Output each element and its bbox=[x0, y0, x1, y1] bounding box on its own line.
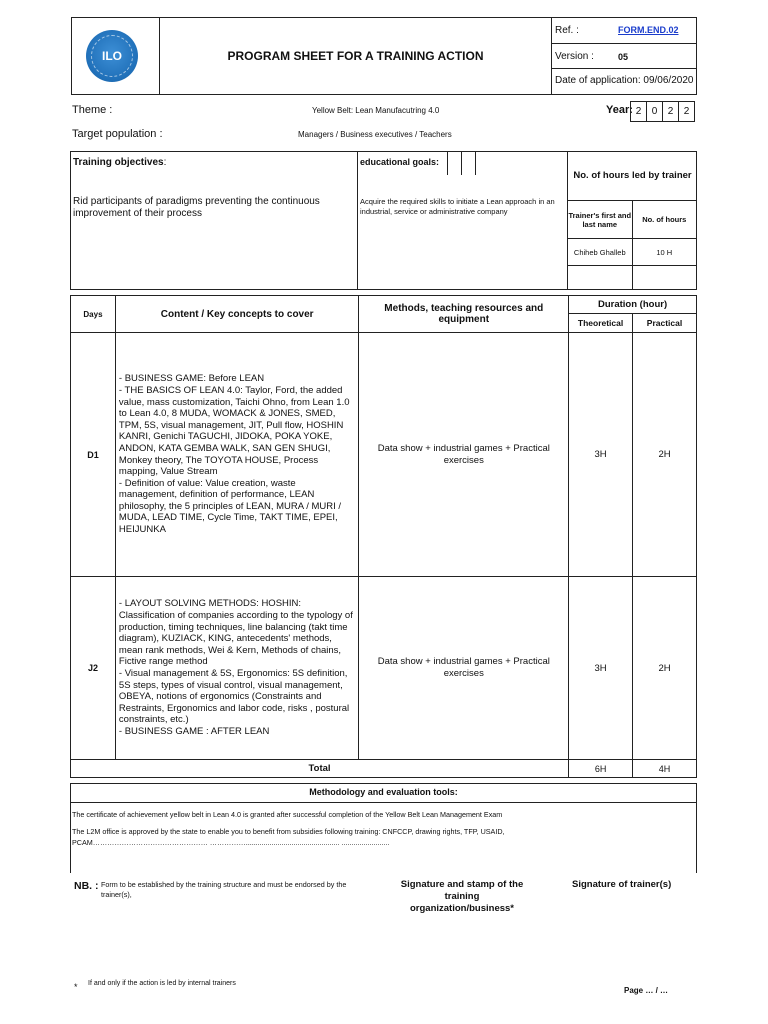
table-row bbox=[71, 577, 697, 760]
days-header: Days bbox=[71, 296, 116, 333]
methods-cell: Data show + industrial games + Practical exercises bbox=[359, 577, 569, 760]
educational-goals-tick-2 bbox=[461, 151, 462, 175]
date-of-application: Date of application: 09/06/2020 bbox=[555, 75, 694, 86]
table-row bbox=[71, 333, 697, 577]
ref-value-link[interactable]: FORM.END.02 bbox=[618, 25, 679, 35]
footnote-text: If and only if the action is led by internal trainers bbox=[88, 980, 236, 987]
footnote-bullet: * bbox=[74, 982, 78, 992]
total-row bbox=[71, 760, 697, 778]
methods-cell: Data show + industrial games + Practical exercises bbox=[359, 333, 569, 577]
trainer-table bbox=[567, 200, 697, 290]
theoretical-header: Theoretical bbox=[569, 314, 633, 333]
theoretical-cell: 3H bbox=[569, 577, 633, 760]
training-objectives-text: Rid participants of paradigms preventing the continuous improvement of their process bbox=[73, 196, 320, 219]
day-cell: D1 bbox=[71, 333, 116, 577]
methods-header: Methods, teaching resources and equipment bbox=[359, 296, 569, 333]
methodology-text-2: The L2M office is approved by the state to enable you to benefit from subsidies following training: CNFCCP, drawing rights, TFP, USAID, bbox=[72, 827, 505, 836]
page-number: Page … / … bbox=[624, 986, 669, 995]
signature-trainer: Signature of trainer(s) bbox=[572, 879, 672, 890]
signature-organization: Signature and stamp of the training organization/business* bbox=[400, 879, 524, 914]
methodology-text-1: The certificate of achievement yellow belt in Lean 4.0 is granted after successful completion of the Yellow Belt Lean Management Exam bbox=[72, 810, 503, 819]
total-practical: 4H bbox=[633, 760, 697, 778]
year-digit: 2 bbox=[630, 101, 647, 122]
year-digit: 0 bbox=[646, 101, 663, 122]
content-cell: - BUSINESS GAME: Before LEAN - THE BASICS OF LEAN 4.0: Taylor, Ford, the added value, mass customization, Taichi Ohno, from Lean 1.0 to Lean 4.0, 8 MUDA, WOMACK & JONES, SMED, TPM, 5S, visual management, JIT, Pull flow, HOSHIN KANRI, Genichi TAGUCHI, JIDOKA, POKA YOKE, ANDON, KATA GEMBA WALK, SAN GEN SHUGI, Monkey theory, The TOYOTA HOUSE, Process mapping, Value Stream - Definition of value: Value creation, waste management, definition of performance, LEAN philosophy, the 5 principles of LEAN, MURA / MURI / MUDA, LEAD TIME, Cycle Time, TAKT TIME, EPEI, HEIJUNKA bbox=[115, 333, 359, 577]
educational-goals-label: educational goals: bbox=[360, 157, 440, 167]
version-value: 05 bbox=[618, 52, 629, 62]
program-table bbox=[70, 295, 697, 778]
nb-label: NB. : bbox=[74, 880, 99, 892]
trainer-empty-cell bbox=[632, 266, 696, 290]
educational-goals-tick-3 bbox=[475, 151, 476, 175]
trainer-hours: 10 H bbox=[632, 239, 696, 266]
educational-goals-text: Acquire the required skills to initiate a Lean approach in an industrial, service or administrative company bbox=[360, 197, 555, 216]
trainer-name-header: Trainer's first and last name bbox=[568, 201, 633, 239]
year-boxes bbox=[630, 101, 695, 122]
version-label: Version : bbox=[555, 51, 594, 62]
practical-cell: 2H bbox=[633, 333, 697, 577]
theme-label: Theme : bbox=[72, 104, 113, 116]
methodology-title: Methodology and evaluation tools: bbox=[309, 787, 458, 797]
trainer-hours-header: No. of hours bbox=[632, 201, 696, 239]
objectives-divider-1 bbox=[357, 151, 358, 290]
header-row-line-2 bbox=[551, 68, 697, 69]
methodology-text-3: PCAM………………………………………… ……………............................................... ........................ bbox=[72, 838, 390, 847]
trainer-empty-cell bbox=[568, 266, 633, 290]
total-label: Total bbox=[71, 760, 569, 778]
duration-header: Duration (hour) bbox=[569, 296, 697, 314]
hours-led-by-trainer-title: No. of hours led by trainer bbox=[573, 169, 692, 181]
target-population-label: Target population : bbox=[72, 128, 163, 140]
day-cell: J2 bbox=[71, 577, 116, 760]
header-ref-divider bbox=[551, 17, 552, 95]
year-label: Year: bbox=[606, 104, 633, 116]
methodology-title-line bbox=[70, 802, 697, 803]
nb-text: Form to be established by the training structure and must be endorsed by the trainer(s), bbox=[101, 880, 347, 899]
logo-text: ILO bbox=[102, 49, 122, 63]
trainer-name: Chiheb Ghalleb bbox=[568, 239, 633, 266]
header-row-line-1 bbox=[551, 43, 697, 44]
training-objectives-label: Training objectives: bbox=[73, 157, 167, 168]
total-theoretical: 6H bbox=[569, 760, 633, 778]
educational-goals-tick-1 bbox=[447, 151, 448, 175]
target-population-value: Managers / Business executives / Teachers bbox=[298, 130, 452, 139]
page-title: PROGRAM SHEET FOR A TRAINING ACTION bbox=[227, 49, 484, 63]
ref-label: Ref. : bbox=[555, 25, 579, 36]
theme-value: Yellow Belt: Lean Manufacutring 4.0 bbox=[312, 106, 440, 115]
ilo-logo bbox=[86, 30, 138, 82]
practical-cell: 2H bbox=[633, 577, 697, 760]
theoretical-cell: 3H bbox=[569, 333, 633, 577]
year-digit: 2 bbox=[678, 101, 695, 122]
content-cell: - LAYOUT SOLVING METHODS: HOSHIN: Classification of companies according to the typology of production, timing techniques, line balancing (takt time diagram), KUZIACK, KING, antecedents' methods, mean rank methods, Wei & Kern, Methods of chains, Fictive range method - Visual management & 5S, Ergonomics: 5S definition, 5S steps, types of visual control, visual management, OBEYA, notions of ergonomics (Constraints and Restraints, Ergonomics and labor code, risks , postural constraints, etc.) - BUSINESS GAME : AFTER LEAN bbox=[115, 577, 359, 760]
year-digit: 2 bbox=[662, 101, 679, 122]
content-header: Content / Key concepts to cover bbox=[115, 296, 359, 333]
practical-header: Practical bbox=[633, 314, 697, 333]
